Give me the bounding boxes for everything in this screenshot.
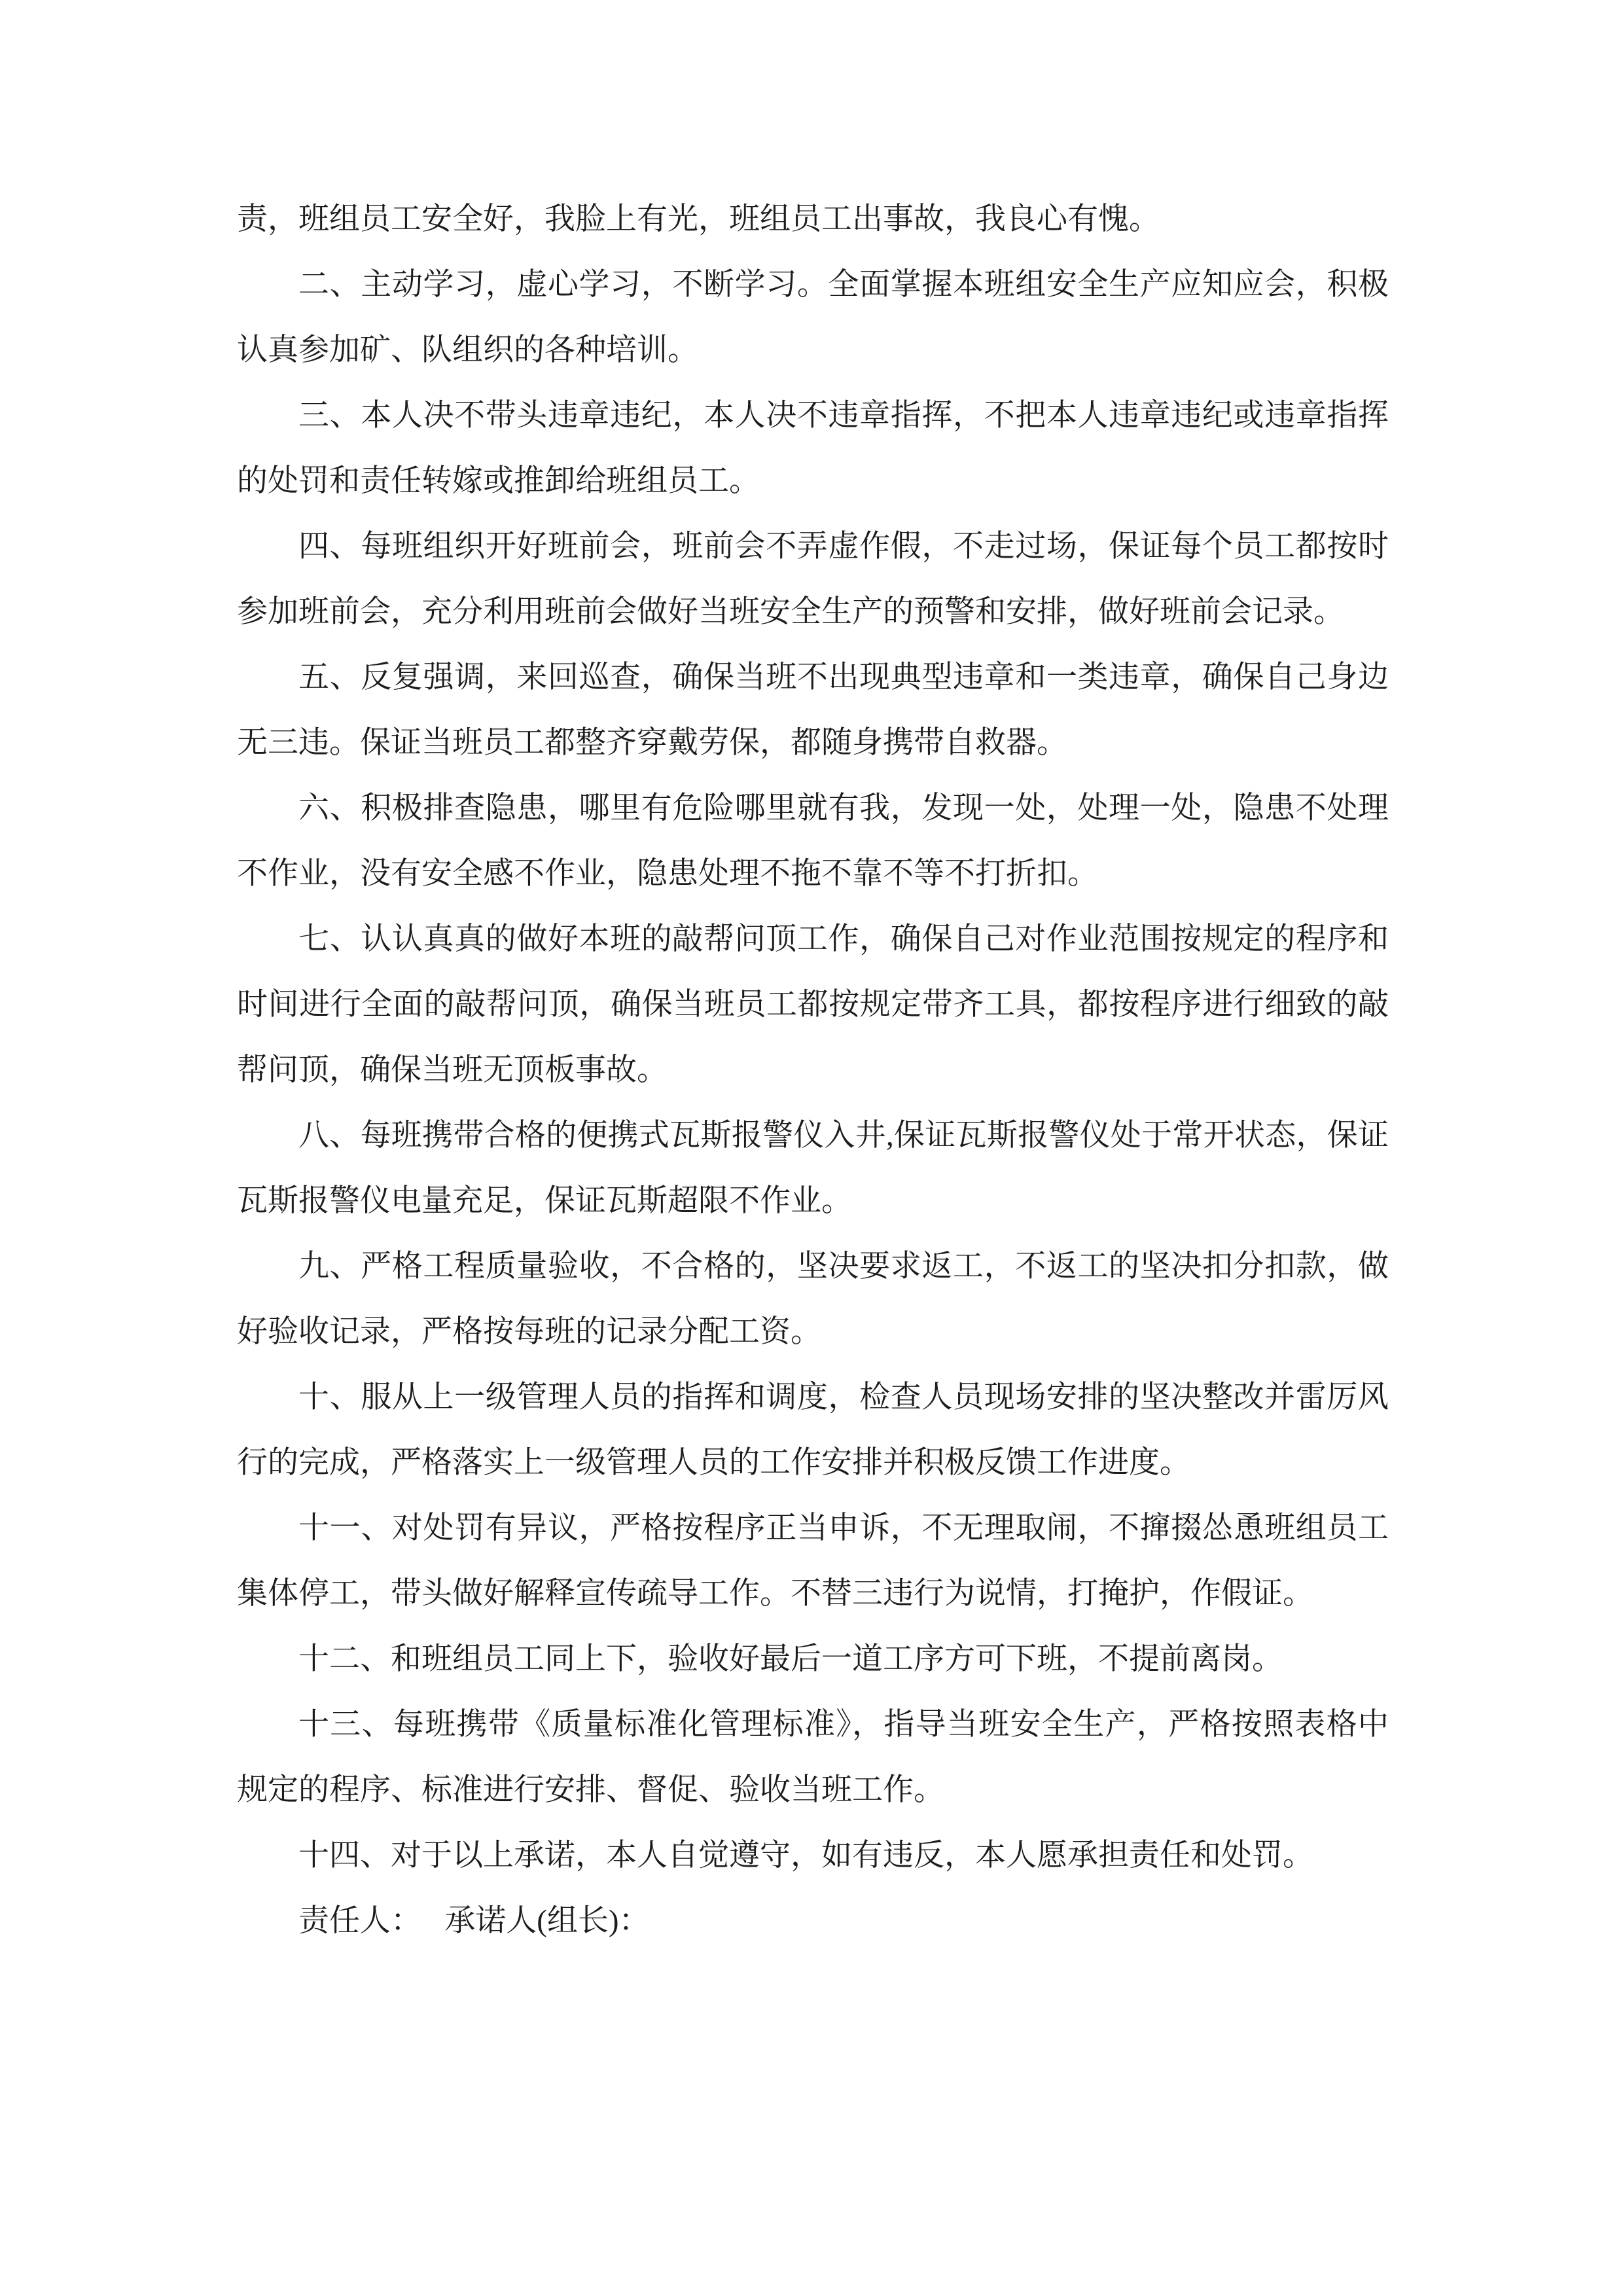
paragraph-item-2: 二、主动学习，虚心学习，不断学习。全面掌握本班组安全生产应知应会，积极认真参加矿、队组织的各种培训。: [237, 268, 1389, 367]
paragraph-item-3: 三、本人决不带头违章违纪，本人决不违章指挥，不把本人违章违纪或违章指挥的处罚和责任转嫁或推卸给班组员工。: [237, 399, 1389, 498]
paragraph-item-5: 五、反复强调，来回巡查，确保当班不出现典型违章和一类违章，确保自己身边无三违。保证当班员工都整齐穿戴劳保，都随身携带自救器。: [237, 660, 1389, 760]
paragraph-item-7: 七、认认真真的做好本班的敲帮问顶工作，确保自己对作业范围按规定的程序和时间进行全面的敲帮问顶，确保当班员工都按规定带齐工具，都按程序进行细致的敲帮问顶，确保当班无顶板事故。: [237, 922, 1389, 1087]
paragraph-item-10: 十、服从上一级管理人员的指挥和调度，检查人员现场安排的坚决整改并雷厉风行的完成，严格落实上一级管理人员的工作安排并积极反馈工作进度。: [237, 1380, 1389, 1480]
paragraph-item-12: 十二、和班组员工同上下，验收好最后一道工序方可下班，不提前离岗。: [298, 1642, 1283, 1676]
paragraph-item-4: 四、每班组织开好班前会，班前会不弄虚作假，不走过场，保证每个员工都按时参加班前会，充分利用班前会做好当班安全生产的预警和安排，做好班前会记录。: [237, 529, 1389, 629]
paragraph-item-9: 九、严格工程质量验收，不合格的，坚决要求返工，不返工的坚决扣分扣款，做好验收记录，严格按每班的记录分配工资。: [237, 1249, 1389, 1349]
paragraph-item-8: 八、每班携带合格的便携式瓦斯报警仪入井,保证瓦斯报警仪处于常开状态，保证瓦斯报警仪电量充足，保证瓦斯超限不作业。: [237, 1119, 1389, 1218]
paragraph-continuation: 责，班组员工安全好，我脸上有光，班组员工出事故，我良心有愧。: [237, 202, 1160, 236]
paragraph-item-11: 十一、对处罚有异议，严格按程序正当申诉，不无理取闹，不撺掇怂恿班组员工集体停工，带头做好解释宣传疏导工作。不替三违行为说情，打掩护，作假证。: [237, 1511, 1389, 1611]
signature-line: 责任人： 承诺人(组长)：: [298, 1904, 650, 1938]
paragraph-item-13: 十三、每班携带《质量标准化管理标准》，指导当班安全生产，严格按照表格中规定的程序、标准进行安排、督促、验收当班工作。: [237, 1708, 1389, 1807]
paragraph-item-14: 十四、对于以上承诺，本人自觉遵守，如有违反，本人愿承担责任和处罚。: [298, 1839, 1313, 1873]
paragraph-item-6: 六、积极排查隐患，哪里有危险哪里就有我，发现一处，处理一处，隐患不处理不作业，没有安全感不作业，隐患处理不拖不靠不等不打折扣。: [237, 791, 1389, 891]
